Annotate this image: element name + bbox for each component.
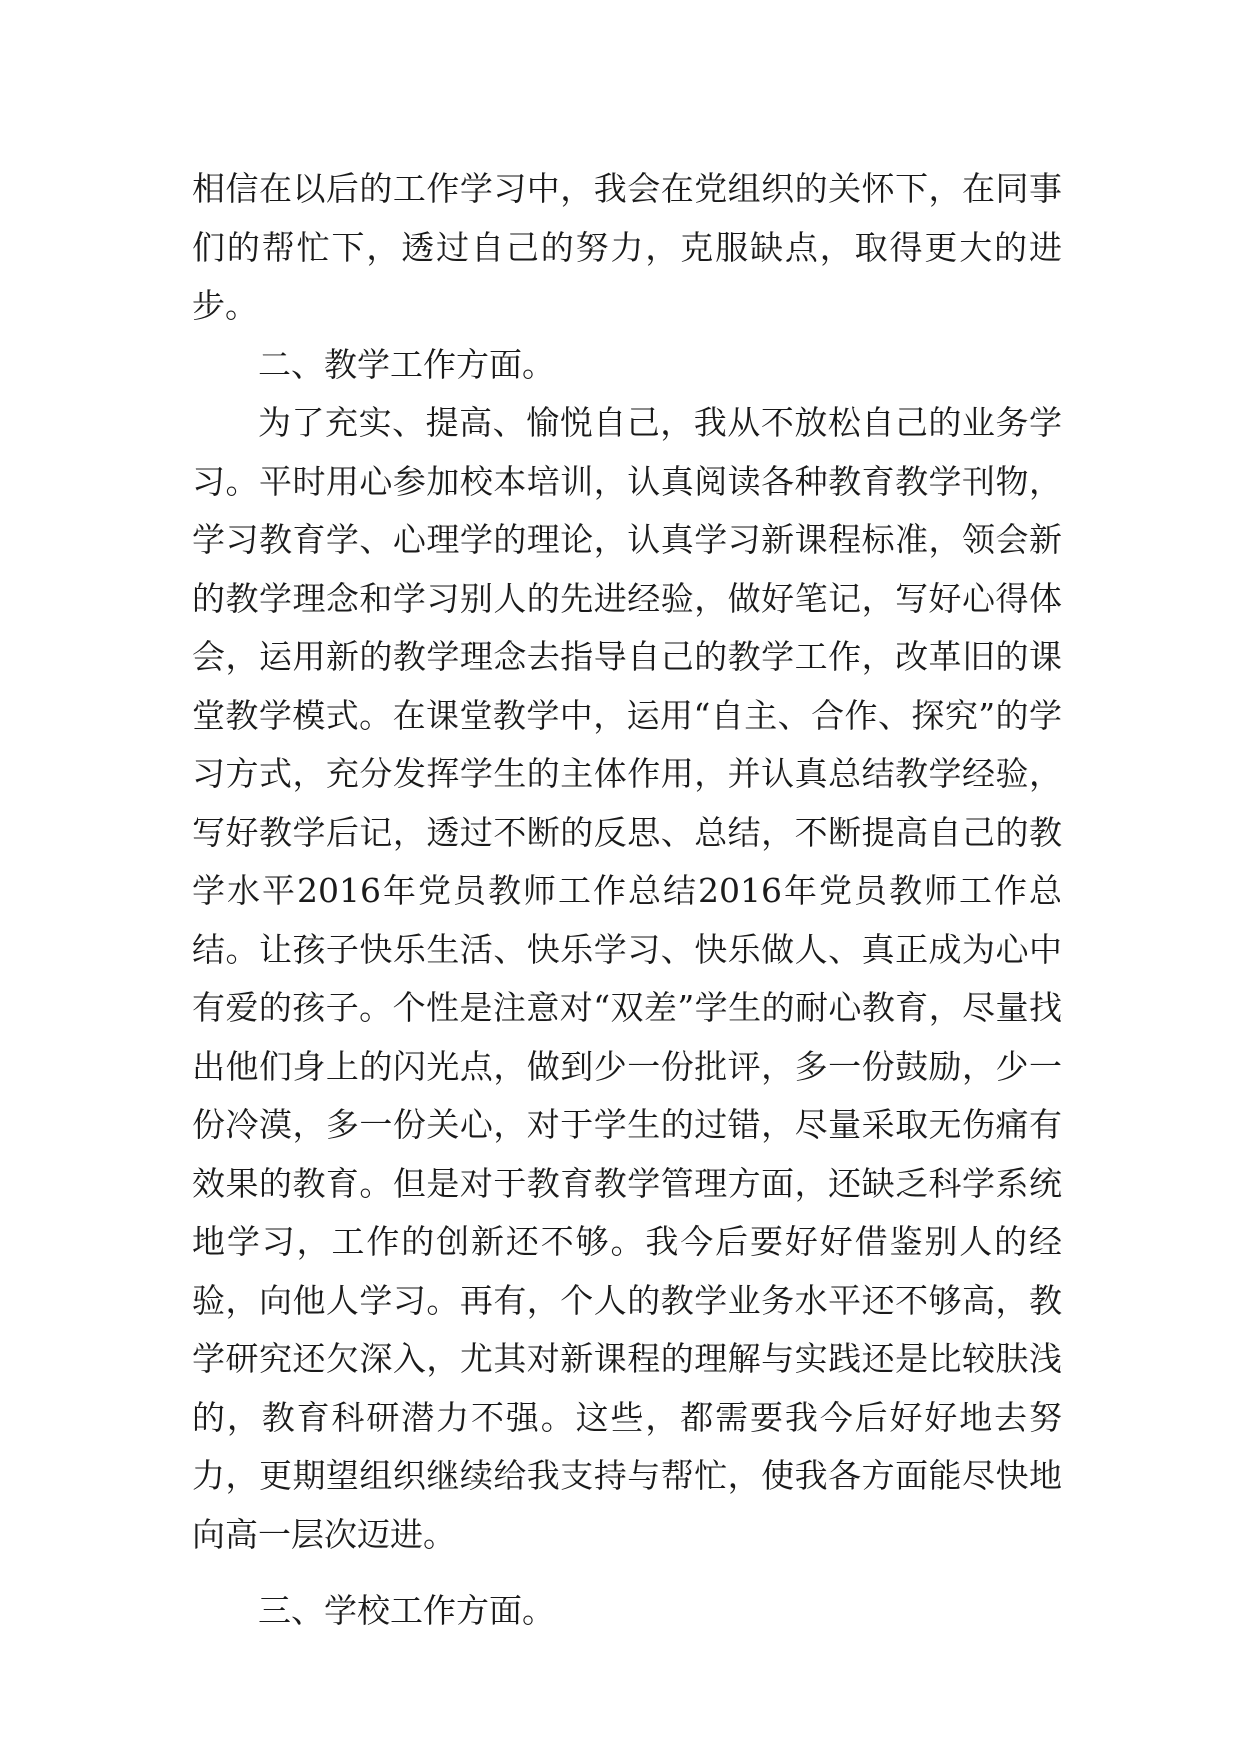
document-body [192, 160, 1062, 1641]
section-heading-teaching: 二、教学工作方面。 [258, 344, 555, 384]
paragraph-teaching-work: 为了充实、提高、愉悦自己，我从不放松自己的业务学习。平时用心参加校本培训，认真阅读各种教育教学刊物，学习教育学、心理学的理论，认真学习新课程标准，领会新的教学理念和学习别人的先进经验，做好笔记，写好心得体会，运用新的教学理念去指导自己的教学工作，改革旧的课堂教学模式。在课堂教学中，运用“自主、合作、探究”的学习方式，充分发挥学生的主体作用，并认真总结教学经验，写好教学后记，透过不断的反思、总结，不断提高自己的教学水平2016年党员教师工作总结2016年党员教师工作总结。让孩子快乐生活、快乐学习、快乐做人、真正成为心中有爱的孩子。个性是注意对“双差”学生的耐心教育，尽量找出他们身上的闪光点，做到少一份批评，多一份鼓励，少一份冷漠，多一份关心，对于学生的过错，尽量采取无伤痛有效果的教育。但是对于教育教学管理方面，还缺乏科学系统地学习，工作的创新还不够。我今后要好好借鉴别人的经验，向他人学习。再有，个人的教学业务水平还不够高，教学研究还欠深入，尤其对新课程的理解与实践还是比较肤浅的，教育科研潜力不强。这些，都需要我今后好好地去努力，更期望组织继续给我支持与帮忙，使我各方面能尽快地向高一层次迈进。 [192, 403, 1062, 1554]
section-heading-school: 三、学校工作方面。 [258, 1591, 555, 1630]
paragraph-continuation: 相信在以后的工作学习中，我会在党组织的关怀下，在同事们的帮忙下，透过自己的努力，克服缺点，取得更大的进步。 [192, 169, 1062, 325]
